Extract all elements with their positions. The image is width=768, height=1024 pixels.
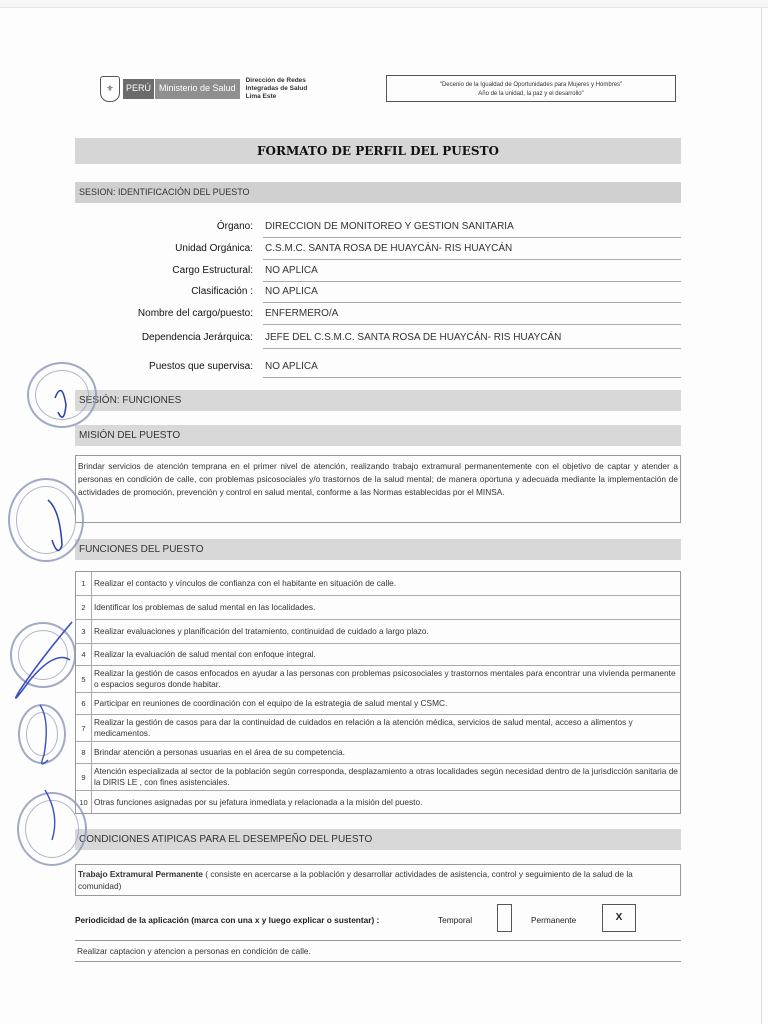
section-mision: MISIÓN DEL PUESTO bbox=[75, 425, 681, 446]
section-identificacion: SESION: IDENTIFICACIÓN DEL PUESTO bbox=[75, 182, 681, 203]
table-row: 6 Participar en reuniones de coordinación con el equipo de la estrategia de salud mental y CSMC. bbox=[76, 693, 680, 715]
table-row: 4 Realizar la evaluación de salud mental con enfoque integral. bbox=[76, 644, 680, 666]
captacion-text: Realizar captacion y atencion a personas en condición de calle. bbox=[75, 940, 681, 962]
table-row: 9 Atención especializada al sector de la población según corresponda, desplazamiento a otras localidades según necesidad dentro de la jurisdicción sanitaria de la DIRIS LE , con fines asistenciales. bbox=[76, 764, 680, 791]
temporal-checkbox[interactable] bbox=[497, 904, 512, 932]
signature-strokes bbox=[0, 360, 110, 880]
row-clasificacion: Clasificación : NO APLICA bbox=[75, 281, 681, 303]
permanente-label: Permanente bbox=[531, 915, 577, 925]
page-top-edge bbox=[0, 0, 768, 8]
table-row: 2 Identificar los problemas de salud mental en las localidades. bbox=[76, 596, 680, 620]
direccion-label: Dirección de Redes Integradas de Salud Lima Este bbox=[245, 77, 308, 100]
table-row: 8 Brindar atención a personas usuarias en el área de su competencia. bbox=[76, 742, 680, 764]
row-organo: Órgano: DIRECCION DE MONITOREO Y GESTION SANITARIA bbox=[75, 216, 681, 238]
peru-label: PERÚ bbox=[123, 79, 154, 99]
minsa-logo bbox=[100, 76, 307, 102]
row-cargo-estructural: Cargo Estructural: NO APLICA bbox=[75, 260, 681, 282]
row-dependencia: Dependencia Jerárquica: JEFE DEL C.S.M.C. SANTA ROSA DE HUAYCÁN- RIS HUAYCÁN bbox=[75, 327, 681, 349]
page-right-edge bbox=[761, 8, 762, 1024]
row-unidad-organica: Unidad Orgánica: C.S.M.C. SANTA ROSA DE HUAYCÁN- RIS HUAYCÁN bbox=[75, 238, 681, 260]
table-row: 10 Otras funciones asignadas por su jefatura inmediata y relacionada a la misión del puesto. bbox=[76, 791, 680, 813]
decenio-box: "Decenio de la Igualdad de Oportunidades para Mujeres y Hombres" Año de la unidad, la paz y el desarrollo" bbox=[386, 75, 676, 102]
section-funciones-puesto: FUNCIONES DEL PUESTO bbox=[75, 539, 681, 560]
section-funciones: SESIÓN: FUNCIONES bbox=[75, 390, 681, 411]
ministerio-label: Ministerio de Salud bbox=[154, 79, 240, 99]
row-puestos-supervisa: Puestos que supervisa: NO APLICA bbox=[75, 356, 681, 378]
condiciones-text: Trabajo Extramural Permanente ( consiste en acercarse a la población y desarrollar actividades de asistencia, control y seguimiento de la salud de la comunidad) bbox=[75, 864, 681, 896]
table-row: 7 Realizar la gestión de casos para dar la continuidad de cuidados en relación a la atención médica, servicios de salud mental, acceso a alimentos y medicamentos. bbox=[76, 715, 680, 742]
permanente-checkbox[interactable]: X bbox=[602, 904, 636, 932]
table-row: 1 Realizar el contacto y vínculos de confianza con el habitante en situación de calle. bbox=[76, 572, 680, 596]
row-nombre-cargo: Nombre del cargo/puesto: ENFERMERO/A bbox=[75, 303, 681, 325]
coat-of-arms-icon: ⚜ bbox=[100, 76, 120, 102]
mision-text: Brindar servicios de atención temprana en el primer nivel de atención, realizando trabajo extramural permanentemente con el objetivo de captar y atender a personas en condición de calle, con problemas psicosociales y/o trastornos de la salud mental; de manera oportuna y adecuada mediante la implementación de actividades de promoción, prevención y control en salud mental, conforme a las Normas establecidas por el MINSA. bbox=[75, 455, 681, 523]
temporal-label: Temporal bbox=[438, 915, 473, 925]
periodicidad-row: Periodicidad de la aplicación (marca con una x y luego explicar o sustentar) : Temporal Permanente X bbox=[75, 910, 681, 932]
section-condiciones: CONDICIONES ATIPICAS PARA EL DESEMPEÑO DEL PUESTO bbox=[75, 829, 681, 850]
document-title: FORMATO DE PERFIL DEL PUESTO bbox=[75, 138, 681, 164]
table-row: 3 Realizar evaluaciones y planificación del tratamiento, continuidad de cuidado a largo plazo. bbox=[76, 620, 680, 644]
funciones-table bbox=[75, 571, 681, 814]
table-row: 5 Realizar la gestión de casos enfocados en ayudar a las personas con problemas psicosociales y trastornos mentales para encontrar una vivienda permanente o espacios seguros donde habitar. bbox=[76, 666, 680, 693]
